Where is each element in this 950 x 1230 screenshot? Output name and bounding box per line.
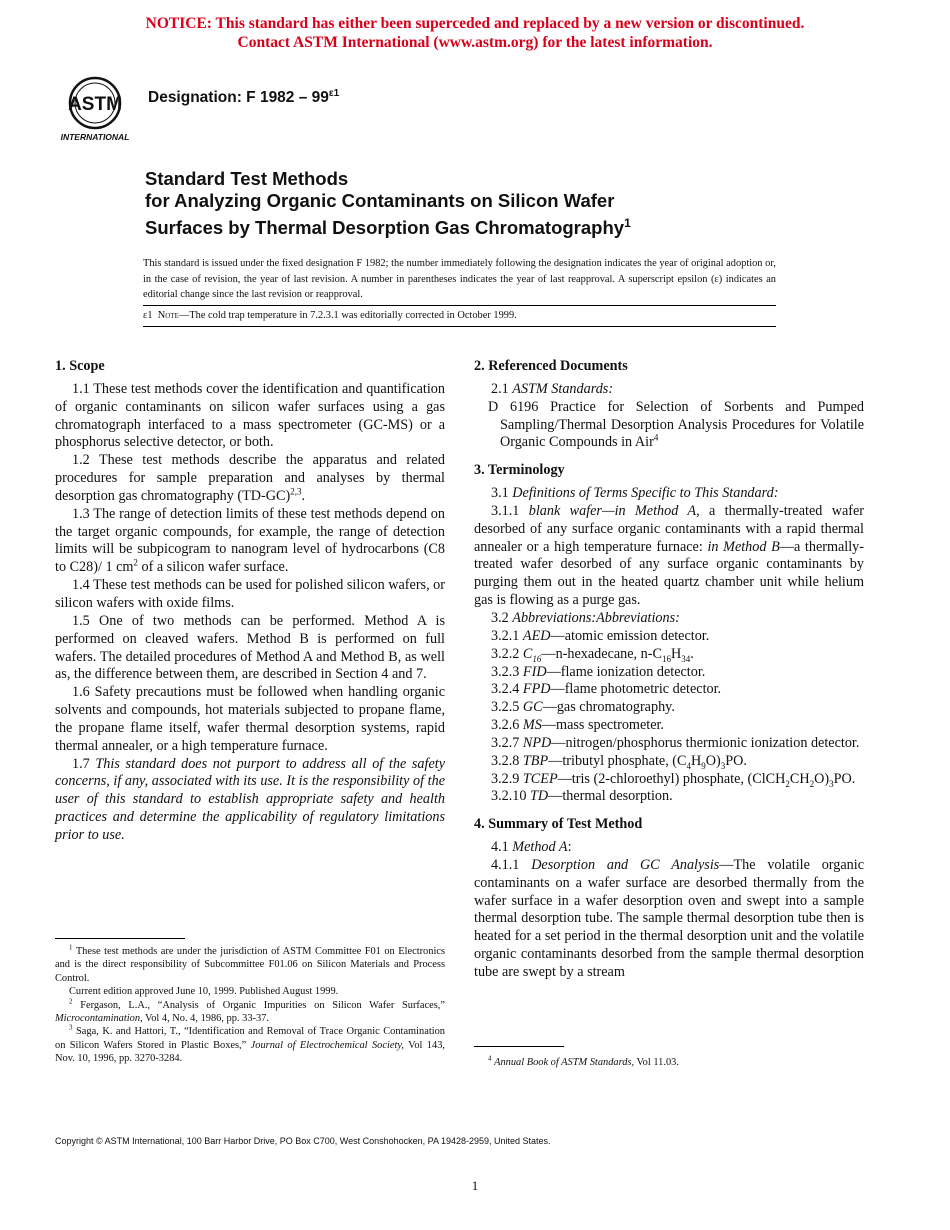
abbr-tcep: 3.2.9 TCEP—tris (2-chloroethyl) phosphate, $(ClCH_2CH_2O)_3PO$. (491, 770, 856, 789)
abbr-aed: 3.2.1 AED—atomic emission detector. (491, 627, 710, 644)
title-line-1: Standard Test Methods (145, 168, 349, 189)
copyright-line: Copyright © ASTM International, 100 Barr Harbor Drive, PO Box C700, West Conshohocken, PA 19428-2959, United States. (55, 1136, 551, 1146)
abbr-fid: 3.2.3 FID—flame ionization detector. (491, 663, 706, 680)
section-terminology-heading: 3. Terminology (474, 462, 565, 479)
astm-logo (55, 72, 135, 144)
footnote-2: $^2$ Fergason, L.A., “Analysis of Organic Impurities on Silicon Wafer Surfaces,” Microcontamination, Vol 4, No. 4, 1986, pp. 33-37. (55, 997, 445, 1025)
note-label: Note (157, 310, 179, 321)
para-3-2: 3.2 Abbreviations:Abbreviations: (491, 609, 680, 626)
divider-bottom (143, 326, 776, 327)
section-scope-heading: 1. Scope (55, 358, 105, 374)
para-3-1: 3.1 Definitions of Terms Specific to This Standard: (491, 485, 779, 502)
note-mark: ε1 (143, 310, 153, 321)
ref-d6196: D 6196 Practice for Selection of Sorbents and Pumped Sampling/Thermal Desorption Analysis Procedures for Volatile Organic Compounds in Air$^4$ (488, 398, 864, 451)
page-number: 1 (471, 1178, 479, 1193)
abbr-gc: 3.2.5 GC—gas chromatography. (491, 699, 675, 716)
abbr-c16: 3.2.2 $C_{16}—n$-hexadecane, $n-C_{16}H_{34}$. (491, 645, 694, 664)
editorial-note (143, 310, 776, 321)
para-1-7: 1.7 This standard does not purport to address all of the safety concerns, if any, associated with its use. It is the responsibility of the user of this standard to establish appropriate safety and health practices and determine the applicability of regulatory limitations prior to use. (55, 755, 445, 843)
designation-sup: ε1 (328, 88, 340, 99)
notice-banner (0, 14, 950, 52)
left-column (55, 358, 445, 845)
abbr-tbp: 3.2.8 TBP—tributyl phosphate, $(C_4H_9O)_3PO$. (491, 752, 747, 771)
para-1-2: 1.2 These test methods describe the apparatus and related procedures for sample preparation and analyses by thermal desorption gas chromatography $(TD-GC)^{2,3}$. (55, 452, 445, 504)
para-1-5: 1.5 One of two methods can be performed. Method A is performed on cleaved wafers. Method B is performed on full wafers. The detailed procedures of Method A and Method B, as well as, the difference between them, are described in Section 4 and 7. (55, 612, 445, 683)
notice-line-2: Contact ASTM International (www.astm.org) for the latest information. (237, 34, 713, 51)
footnote-1b: Current edition approved June 10, 1999. Published August 1999. (69, 986, 339, 998)
document-title (145, 168, 845, 239)
abbr-ms: 3.2.6 MS—mass spectrometer. (491, 717, 664, 734)
title-line-2: for Analyzing Organic Contaminants on Silicon Wafer (145, 190, 615, 211)
footnote-4: $^4$ Annual Book of ASTM Standards, Vol 11.03. (488, 1054, 679, 1068)
divider-top (143, 305, 776, 306)
para-3-1-1: 3.1.1 blank wafer—in Method A, a thermally-treated wafer desorbed of any surface organic contaminants with a rapid thermal annealer or a high temperature furnace: in Method B—a thermally-treated wafer desorbed of any surface organic contaminants by purging them out in the heated quartz chamber unit while helium gas is flowing as a purge gas. (474, 502, 864, 609)
footnote-1: $^1$ These test methods are under the jurisdiction of ASTM Committee F01 on Electronics and is the direct responsibility of Subcommittee F01.06 on Silicon Materials and Process Control. (55, 943, 445, 984)
para-2-1: 2.1 ASTM Standards: (491, 380, 614, 397)
note-text: —The cold trap temperature in 7.2.3.1 was editorially corrected in October 1999. (178, 310, 517, 321)
footnote-rule-left (55, 938, 185, 939)
footnotes-left (55, 945, 445, 1066)
para-1-3: 1.3 The range of detection limits of these test methods depend on the target organic compounds, for example, the range of detection limits will be subpicogram to nanogram level of hydrocarbons (C8 to C28)/ 1 $cm^2$ of a silicon wafer surface. (55, 505, 445, 576)
title-line-3: Surfaces by Thermal Desorption Gas Chromatography$^1$ (145, 216, 631, 239)
right-column (474, 358, 864, 982)
footnote-3: $^3$ Saga, K. and Hattori, T., “Identification and Removal of Trace Organic Contamination on Silicon Wafers Stored in Plastic Boxes,” Journal of Electrochemical Society, Vol 143, Nov. 10, 1996, pp. 3270-3284. (55, 1023, 445, 1065)
abbr-td: 3.2.10 TD—thermal desorption. (491, 788, 673, 805)
para-1-6: 1.6 Safety precautions must be followed when handling organic solvents and compounds, hot materials subjected to propane flame, the propane flame itself, wafer thermal desorption systems, rapid thermal annealer, or a high temperature furnace. (55, 684, 445, 754)
intro-paragraph: This standard is issued under the fixed designation F 1982; the number immediately following the designation indicates the year of original adoption or, in the case of revision, the year of last revision. A number in parentheses indicates the year of last reapproval. A superscript epsilon (ε) indicates an editorial change since the last revision or reapproval. (143, 258, 776, 300)
designation-label: Designation: F 1982 – 99 (148, 89, 329, 107)
logo-subtext: INTERNATIONAL (60, 132, 130, 142)
abbr-fpd: 3.2.4 FPD—flame photometric detector. (491, 681, 722, 698)
designation (148, 88, 339, 107)
logo-text: ASTM (68, 94, 122, 115)
title-footnote-mark: 1 (624, 216, 631, 230)
section-refdocs-heading: 2. Referenced Documents (474, 358, 628, 374)
para-1-4: 1.4 These test methods can be used for polished silicon wafers, or silicon wafers with oxide films. (55, 577, 445, 611)
footnote-rule-right (474, 1046, 564, 1047)
notice-line-1: NOTICE: This standard has either been superceded and replaced by a new version or discontinued. (145, 15, 805, 32)
abbr-npd: 3.2.7 NPD—nitrogen/phosphorus thermionic ionization detector. (491, 734, 860, 751)
para-1-1: 1.1 These test methods cover the identification and quantification of organic contaminants on silicon wafer surfaces using a gas chromatograph interfaced to a mass spectrometer (GC-MS) or a phosphorus selective detector, or both. (55, 380, 445, 451)
para-4-1-1: 4.1.1 Desorption and GC Analysis—The volatile organic contaminants on a wafer surface are desorbed thermally from the wafer surface in a wafer desorption oven and swept into a sample thermal desorption tube. The sample thermal desorption tube then is heated for a set period in the thermal desorption unit and the volatile organic contaminants desorbed from the sample thermal desorption tube are swept by a stream (474, 856, 864, 980)
footnotes-right (474, 1056, 864, 1069)
section-summary-heading: 4. Summary of Test Method (474, 816, 643, 833)
para-4-1: 4.1 Method A: (491, 839, 572, 856)
